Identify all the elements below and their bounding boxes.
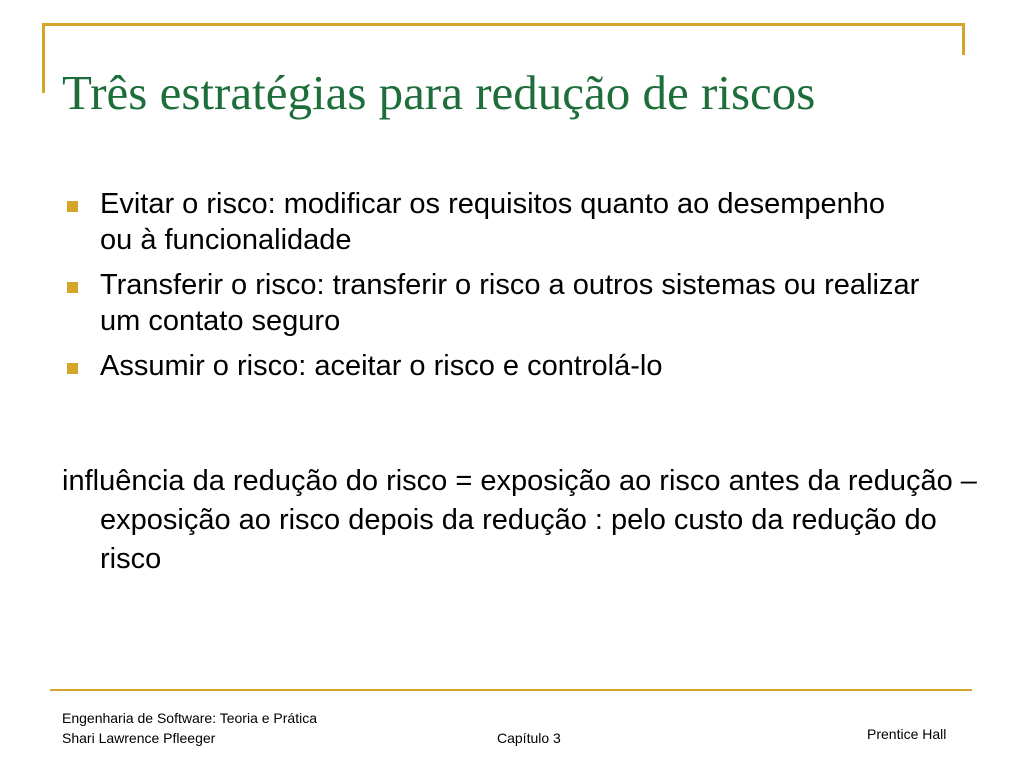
square-bullet-icon (67, 201, 78, 212)
slide-title: Três estratégias para redução de riscos (62, 65, 816, 120)
frame-right-border (962, 23, 965, 55)
frame-left-border (42, 23, 45, 93)
frame-top-border (42, 23, 965, 26)
square-bullet-icon (67, 363, 78, 374)
risk-reduction-formula: influência da redução do risco = exposição ao risco antes da redução – exposição ao risco depois da redução : pelo custo da redução do risco (62, 465, 977, 575)
footer-author: Shari Lawrence Pfleeger (62, 730, 216, 746)
footer-publisher: Prentice Hall (867, 726, 947, 742)
bullet-text: Evitar o risco: modificar os requisitos quanto ao desempenho ou à funcionalidade (100, 188, 886, 256)
bullet-item-transfer (62, 267, 922, 339)
bullet-text: Assumir o risco: aceitar o risco e controlá-lo (100, 350, 663, 382)
square-bullet-icon (67, 282, 78, 293)
bullet-text: Transferir o risco: transferir o risco a outros sistemas ou realizar um contato seguro (100, 269, 920, 337)
bullet-list (62, 186, 922, 393)
bullet-item-avoid (62, 186, 922, 258)
bullet-item-assume (62, 348, 922, 384)
footer-chapter: Capítulo 3 (497, 730, 561, 746)
footer-book-title: Engenharia de Software: Teoria e Prática (62, 710, 318, 726)
footer-book-info (62, 708, 317, 748)
footer-divider (50, 689, 972, 691)
